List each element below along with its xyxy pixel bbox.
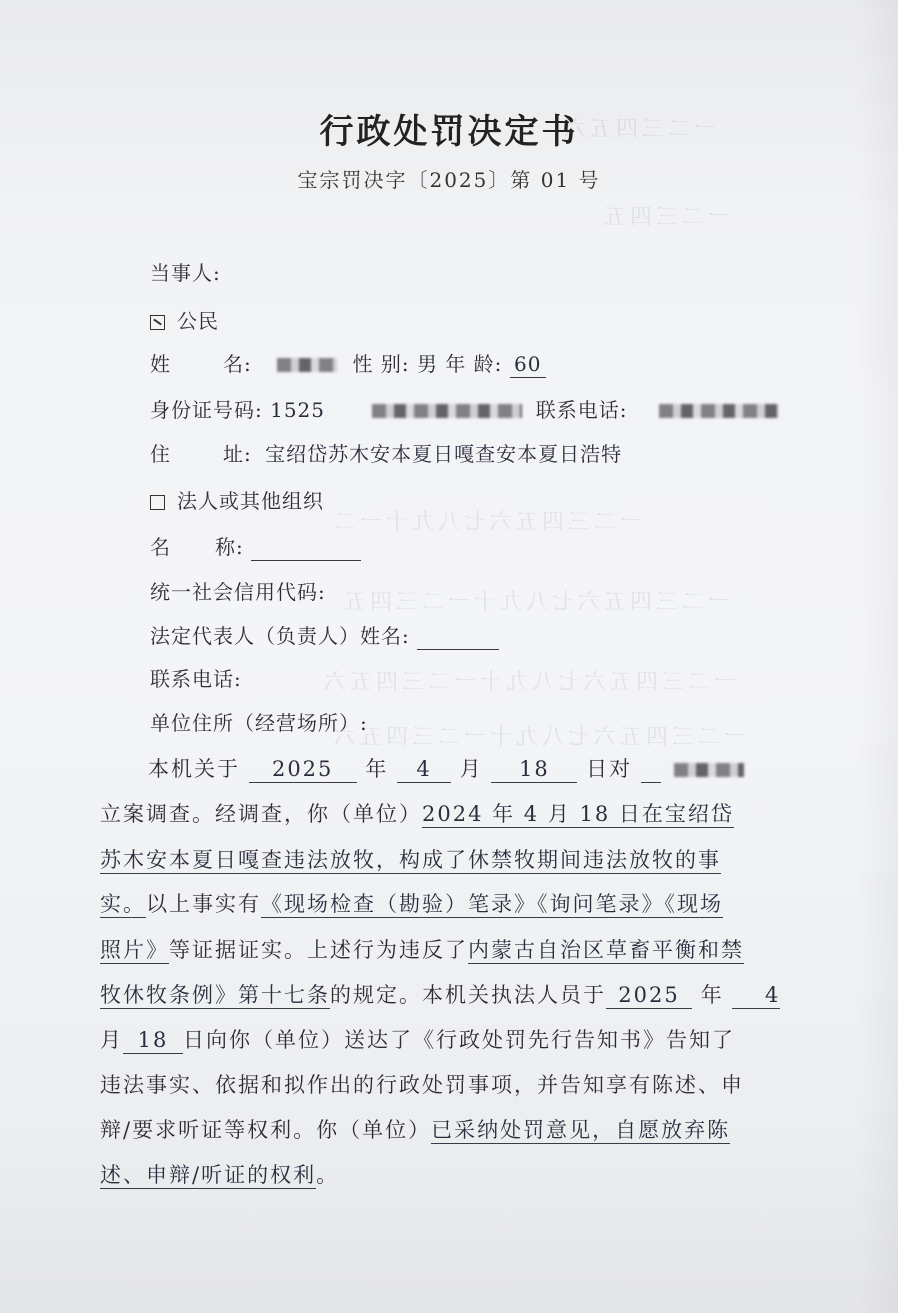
notice-day: 18 <box>123 1027 183 1054</box>
body-text: 本机关于 <box>148 757 240 781</box>
body-line-4 <box>100 889 723 919</box>
legal-rep-blank <box>417 623 499 650</box>
citizen-option <box>150 307 219 335</box>
redacted-phone <box>659 404 779 418</box>
violated-regulation: 内蒙古自治区草畜平衡和禁 <box>468 938 744 962</box>
violation-date: 2024 年 4 月 18 日在宝绍岱 <box>422 802 734 826</box>
body-text: 等证据证实。上述行为违反了 <box>169 938 468 962</box>
address-label-part2: 址: <box>223 442 252 466</box>
notice-month: 4 <box>732 982 780 1009</box>
address-label-part1: 住 <box>150 442 171 466</box>
gender-label: 性 别: <box>352 352 410 376</box>
evidence-list-end: 照片》 <box>100 938 169 962</box>
credit-code-label: 统一社会信用代码: <box>150 580 326 604</box>
violated-regulation-end: 牧休牧条例》第十七条 <box>100 983 330 1007</box>
body-line-5 <box>100 935 744 965</box>
name-label-part1: 姓 <box>150 352 171 376</box>
body-text: 月 <box>100 1028 123 1052</box>
citizen-option-label: 公民 <box>177 309 219 333</box>
org-name-label-part2: 称: <box>215 535 244 559</box>
body-line-7 <box>100 1025 735 1055</box>
legal-rep-row <box>150 622 499 650</box>
citizen-id-row <box>150 396 779 424</box>
redacted-name <box>277 358 337 372</box>
body-line-6 <box>100 980 780 1010</box>
org-checkbox[interactable] <box>150 495 165 510</box>
org-name-row <box>150 533 361 561</box>
body-line-8: 违法事实、依据和拟作出的行政处罚事项，并告知享有陈述、申 <box>100 1073 744 1097</box>
party-response: 已采纳处罚意见，自愿放弃陈 <box>431 1118 731 1142</box>
body-text: 年 <box>700 983 724 1007</box>
party-blank <box>641 756 661 783</box>
bleed-through-text: 一二三四五六七八九十一二 <box>330 510 643 535</box>
body-text: 的规定。本机关执法人员于 <box>330 983 606 1007</box>
org-name-blank <box>251 534 361 561</box>
violation-description-end: 实。 <box>100 892 146 916</box>
body-text: 立案调查。经调查，你（单位） <box>100 802 422 826</box>
body-text: 。 <box>316 1163 340 1187</box>
id-label: 身份证号码: <box>150 398 263 422</box>
document-title: 行政处罚决定书 <box>319 112 579 152</box>
body-line-1 <box>148 754 744 784</box>
body-text: 日向你（单位）送达了《行政处罚先行告知书》告知了 <box>183 1028 735 1052</box>
party-response-end: 述、申辩/听证的权利 <box>100 1163 317 1187</box>
citizen-name-row <box>150 350 546 378</box>
filed-month: 4 <box>397 756 451 783</box>
age-label: 年 龄: <box>445 352 503 376</box>
body-line-10 <box>100 1160 339 1190</box>
body-line-3 <box>100 845 721 875</box>
redacted-party-name <box>674 763 744 777</box>
id-value: 1525 <box>270 398 326 422</box>
violation-description: 苏木安本夏日嘎查违法放牧，构成了休禁牧期间违法放牧的事 <box>100 848 721 872</box>
page-edge-shadow <box>858 0 898 1313</box>
filed-day: 18 <box>491 756 577 783</box>
filed-year: 2025 <box>249 756 357 783</box>
document-number: 宝宗罚决字〔2025〕第 01 号 <box>297 168 601 192</box>
org-name-label-part1: 名 <box>150 535 171 559</box>
party-label: 当事人: <box>150 261 221 285</box>
body-text: 月 <box>459 757 483 781</box>
body-text: 以上事实有 <box>146 892 261 916</box>
body-text: 辩/要求听证等权利。你（单位） <box>100 1118 432 1142</box>
bleed-through-text: 一二三四五六七八九十一二三四五六 <box>330 725 747 750</box>
name-label-part2: 名: <box>223 352 252 376</box>
phone-label: 联系电话: <box>535 398 628 422</box>
body-line-2 <box>100 799 734 829</box>
age-value: 60 <box>510 351 546 378</box>
citizen-checkbox[interactable] <box>150 315 165 330</box>
org-address-label: 单位住所（经营场所）: <box>150 711 368 735</box>
bleed-through-text: 一二三四五 <box>600 205 731 230</box>
address-value: 宝绍岱苏木安本夏日嘎查安本夏日浩特 <box>265 442 623 466</box>
org-option <box>150 487 324 515</box>
bleed-through-text: 一二三四五六七八九十一二三四五 <box>340 590 731 615</box>
bleed-through-text: 一二三四五六七八九十一二三四五六 <box>320 670 737 695</box>
org-phone-label: 联系电话: <box>150 667 242 691</box>
gender-value: 男 <box>416 352 438 376</box>
body-line-9 <box>100 1115 730 1145</box>
evidence-list: 《现场检查（勘验）笔录》《询问笔录》《现场 <box>261 892 723 916</box>
bleed-through-text: 一二三四五六 <box>560 117 717 142</box>
notice-year: 2025 <box>606 982 692 1009</box>
legal-rep-label: 法定代表人（负责人）姓名: <box>150 624 410 648</box>
citizen-address-row <box>150 440 622 468</box>
redacted-id <box>372 404 522 418</box>
body-text: 年 <box>365 757 389 781</box>
body-text: 日对 <box>586 757 633 781</box>
org-option-label: 法人或其他组织 <box>177 489 324 513</box>
